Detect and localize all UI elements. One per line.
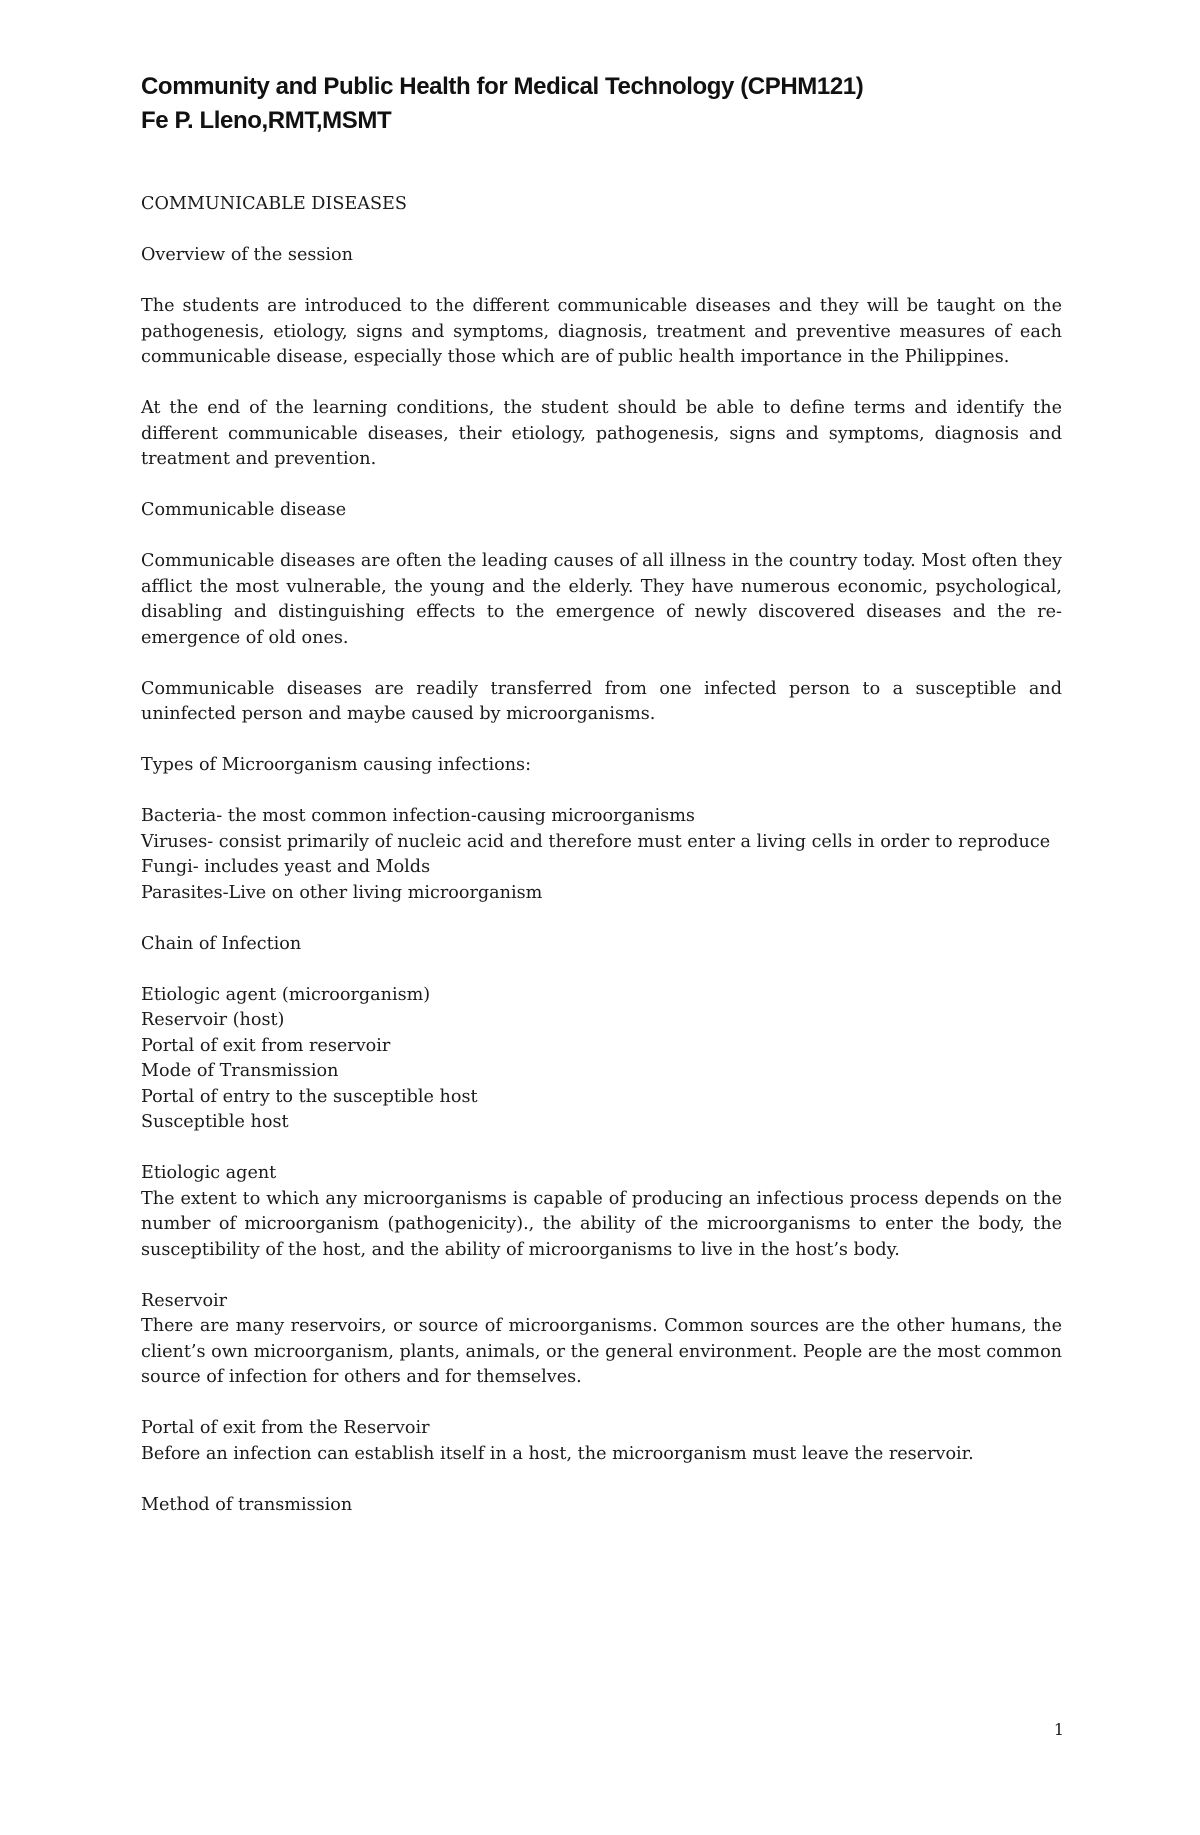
reservoir-section [141, 1289, 1062, 1391]
portal-exit-section [141, 1416, 1062, 1467]
list-item-viruses: Viruses- consist primarily of nucleic acid and therefore must enter a living cells in order to reproduce [141, 831, 1051, 852]
chain-list [141, 983, 1062, 1136]
chain-item-mode-of-transmission: Mode of Transmission [141, 1061, 339, 1081]
chain-item-portal-of-exit: Portal of exit from reservoir [141, 1035, 391, 1056]
section-title: COMMUNICABLE DISEASES [141, 194, 407, 214]
portal-exit-heading: Portal of exit from the Reservoir [141, 1418, 430, 1438]
page-number: 1 [1053, 1720, 1064, 1739]
chain-item-reservoir: Reservoir (host) [141, 1010, 285, 1030]
document-header [141, 70, 1071, 138]
chain-heading: Chain of Infection [141, 933, 302, 954]
objectives-paragraph: At the end of the learning conditions, the student should be able to define terms and identify the different communicable diseases, their etiology, pathogenesis, signs and symptoms, diagnosis and treatment and prevention. [141, 398, 1062, 469]
list-item-fungi: Fungi- includes yeast and Molds [141, 857, 431, 877]
document-body [141, 192, 1062, 1544]
chain-item-portal-of-entry: Portal of entry to the susceptible host [141, 1086, 478, 1107]
transmission-heading: Method of transmission [141, 1494, 353, 1515]
reservoir-paragraph: There are many reservoirs, or source of microorganisms. Common sources are the other humans, the client’s own microorganism, plants, animals, or the general environment. People are the most common source of infection for others and for themselves. [141, 1316, 1062, 1387]
communicable-paragraph-2: Communicable diseases are readily transferred from one infected person to a susceptible and uninfected person and maybe caused by microorganisms. [141, 678, 1062, 724]
etiologic-heading: Etiologic agent [141, 1163, 277, 1183]
communicable-heading: Communicable disease [141, 500, 347, 520]
list-item-parasites: Parasites-Live on other living microorganism [141, 882, 543, 903]
overview-paragraph: The students are introduced to the different communicable diseases and they will be taught on the pathogenesis, etiology, signs and symptoms, diagnosis, treatment and preventive measures of each communicable disease, especially those which are of public health importance in the Philippines. [141, 296, 1062, 367]
list-item-bacteria: Bacteria- the most common infection-causing microorganisms [141, 806, 695, 826]
chain-item-susceptible-host: Susceptible host [141, 1112, 289, 1132]
reservoir-heading: Reservoir [141, 1290, 228, 1311]
communicable-paragraph-1: Communicable diseases are often the leading causes of all illness in the country today. Most often they afflict the most vulnerable, the young and the elderly. They have numerous economic, psychological, disabling and distinguishing effects to the emergence of newly discovered diseases and the re-emergence of old ones. [141, 551, 1062, 648]
chain-item-etiologic-agent: Etiologic agent (microorganism) [141, 984, 431, 1005]
author-name: Fe P. Lleno,RMT,MSMT [141, 107, 392, 134]
portal-exit-paragraph: Before an infection can establish itself in a host, the microorganism must leave the reservoir. [141, 1443, 974, 1464]
overview-heading: Overview of the session [141, 245, 353, 265]
microorganism-heading: Types of Microorganism causing infections: [141, 755, 532, 775]
microorganism-list [141, 804, 1062, 906]
course-title: Community and Public Health for Medical Technology (CPHM121) [141, 73, 864, 100]
etiologic-section [141, 1161, 1062, 1263]
etiologic-paragraph: The extent to which any microorganisms is capable of producing an infectious process depends on the number of microorganism (pathogenicity)., the ability of the microorganisms to enter the body, the susceptibility of the host, and the ability of microorganisms to live in the host’s body. [141, 1188, 1062, 1260]
